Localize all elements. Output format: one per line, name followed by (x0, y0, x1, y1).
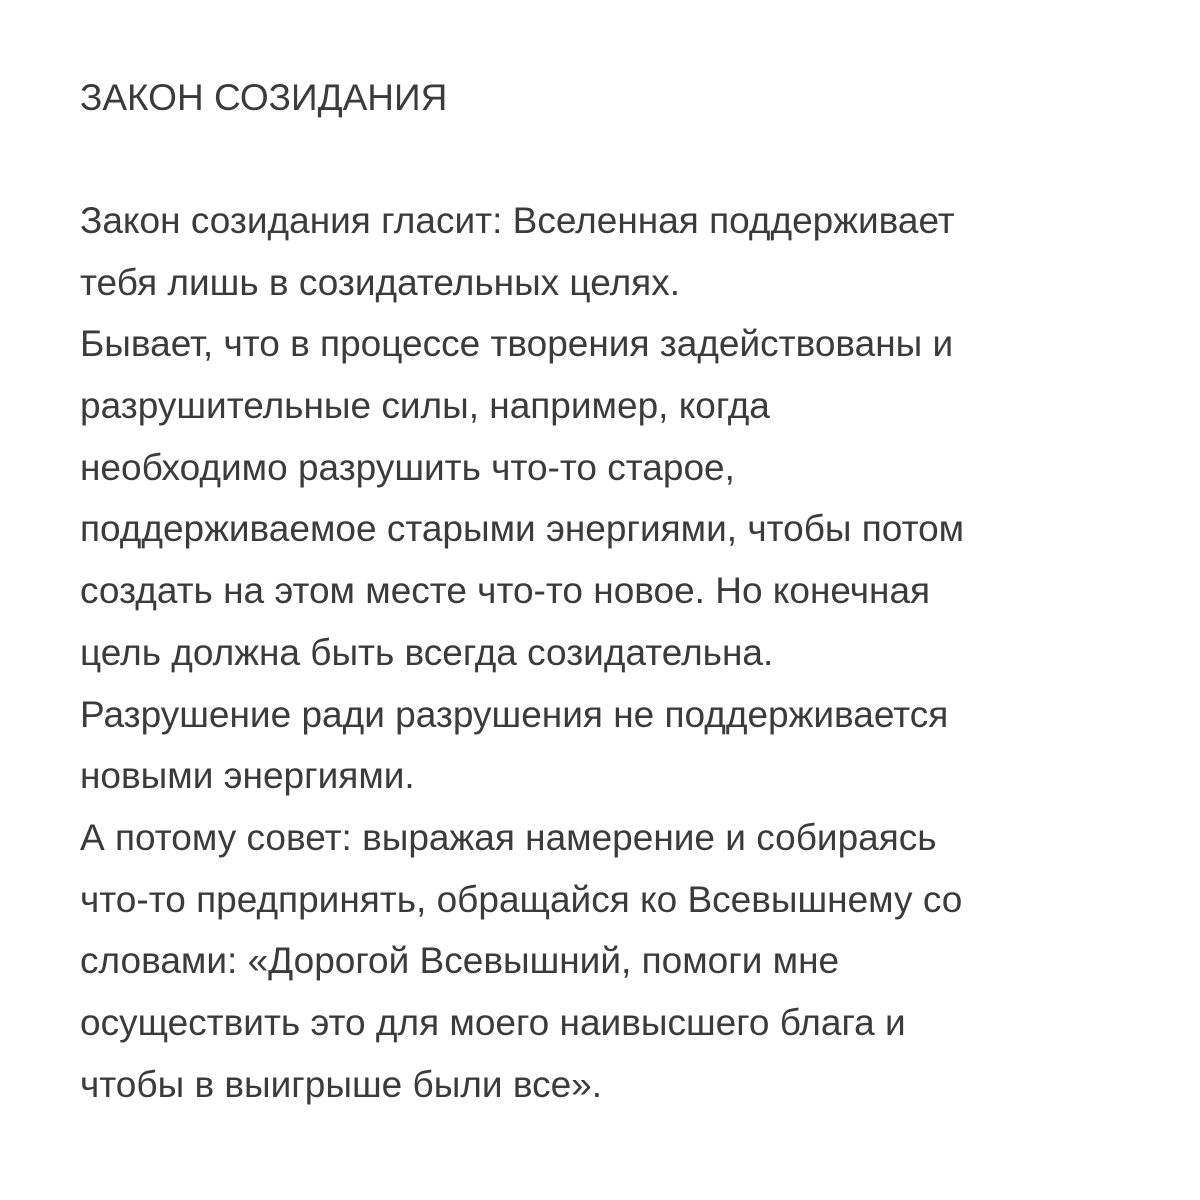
body-line: необходимо разрушить что-то старое, (80, 446, 735, 488)
body-line: поддерживаемое старыми энергиями, чтобы потом (80, 508, 965, 550)
body-line: Бывает, что в процессе творения задействованы и (80, 323, 954, 365)
body-line: словами: «Дорогой Всевышний, помоги мне (80, 940, 840, 982)
body-line: Закон созидания гласит: Вселенная поддерживает (80, 200, 955, 241)
body-line: Разрушение ради разрушения не поддерживается (80, 693, 949, 735)
body-line: новыми энергиями. (80, 755, 415, 797)
body-line: тебя лишь в созидательных целях. (80, 261, 680, 303)
body-line: осуществить это для моего наивысшего блага и (80, 1001, 906, 1043)
document-title: ЗАКОН СОЗИДАНИЯ (80, 77, 448, 118)
body-line: разрушительные силы, например, когда (80, 385, 770, 427)
body-line: что-то предпринять, обращайся ко Всевышнему со (80, 878, 963, 920)
document-body (80, 190, 964, 1115)
body-line: чтобы в выигрыше были все». (80, 1063, 603, 1105)
body-line: А потому совет: выражая намерение и собираясь (80, 816, 937, 858)
body-line: создать на этом месте что-то новое. Но конечная (80, 570, 931, 612)
body-line: цель должна быть всегда созидательна. (80, 631, 774, 673)
